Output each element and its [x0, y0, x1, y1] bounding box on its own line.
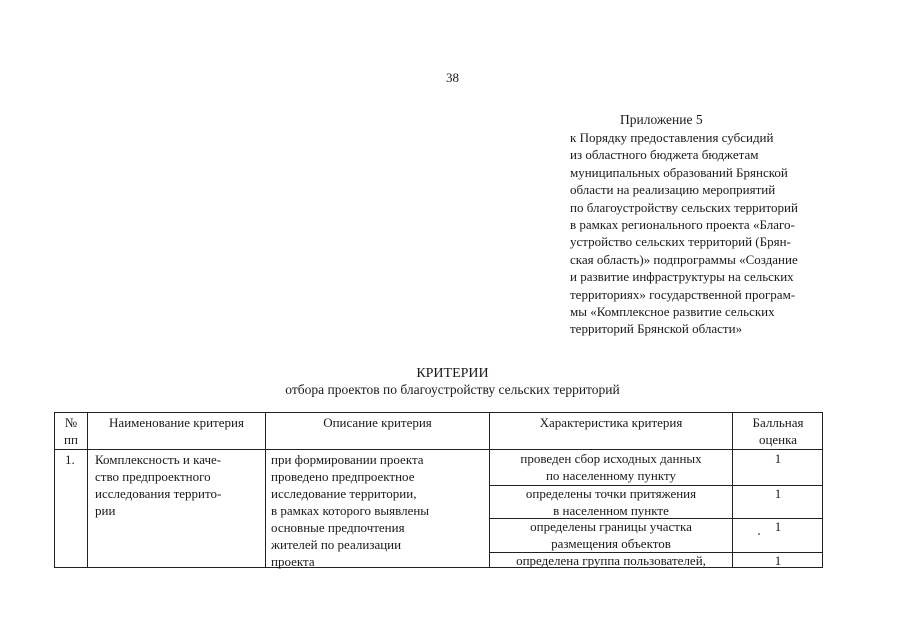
appendix-line: области на реализацию мероприятий [570, 182, 776, 198]
criteria-table [54, 412, 823, 568]
criterion-description: при формировании проекта проведено предпроектное исследование территории, в рамках которого выявлены основные предпочтения жителей по реализации проекта [271, 452, 430, 569]
appendix-line: к Порядку предоставления субсидий [570, 130, 774, 145]
column-divider [265, 413, 266, 567]
appendix-title: Приложение 5 [620, 112, 703, 127]
page-number: 38 [446, 70, 459, 85]
header-characteristic: Характеристика критерия [539, 415, 683, 430]
appendix-line: мы «Комплексное развитие сельских [570, 304, 775, 320]
row-number: 1. [65, 452, 75, 467]
criteria-subtitle: отбора проектов по благоустройству сельских территорий [285, 382, 620, 397]
header-description: Описание критерия [323, 415, 432, 430]
criterion-name: Комплексность и каче- ство предпроектного исследования террито- рии [95, 452, 222, 518]
appendix-line: муниципальных образований Брянской [570, 164, 788, 180]
header-num: № пп [64, 415, 78, 447]
header-score: Балльная оценка [752, 415, 804, 447]
characteristic-4: определена группа пользователей, [516, 553, 706, 568]
appendix-line: территорий Брянской области» [570, 321, 743, 337]
appendix-line: территориях» государственной програм- [570, 286, 796, 302]
characteristic-2: определены точки притяжения в населенном пункте [525, 486, 697, 518]
column-divider [87, 413, 88, 567]
score-4: 1 [774, 553, 782, 568]
score-1: 1 [774, 451, 782, 466]
appendix-text [570, 129, 845, 338]
appendix-line: ская область)» подпрограммы «Создание [570, 251, 798, 267]
appendix-line: устройство сельских территорий (Брян- [570, 234, 791, 250]
appendix-line: по благоустройству сельских территорий [570, 199, 798, 215]
appendix-line: в рамках регионального проекта «Благо- [570, 217, 795, 233]
scan-speck [758, 533, 760, 535]
score-3: 1 [774, 519, 782, 534]
score-2: 1 [774, 486, 782, 501]
appendix-line: и развитие инфраструктуры на сельских [570, 269, 794, 285]
header-name: Наименование критерия [109, 415, 244, 430]
appendix-line: из областного бюджета бюджетам [570, 147, 759, 163]
criteria-title: КРИТЕРИИ [416, 366, 489, 381]
characteristic-3: определены границы участка размещения объектов [530, 519, 692, 551]
characteristic-1: проведен сбор исходных данных по населенному пункту [520, 451, 702, 483]
